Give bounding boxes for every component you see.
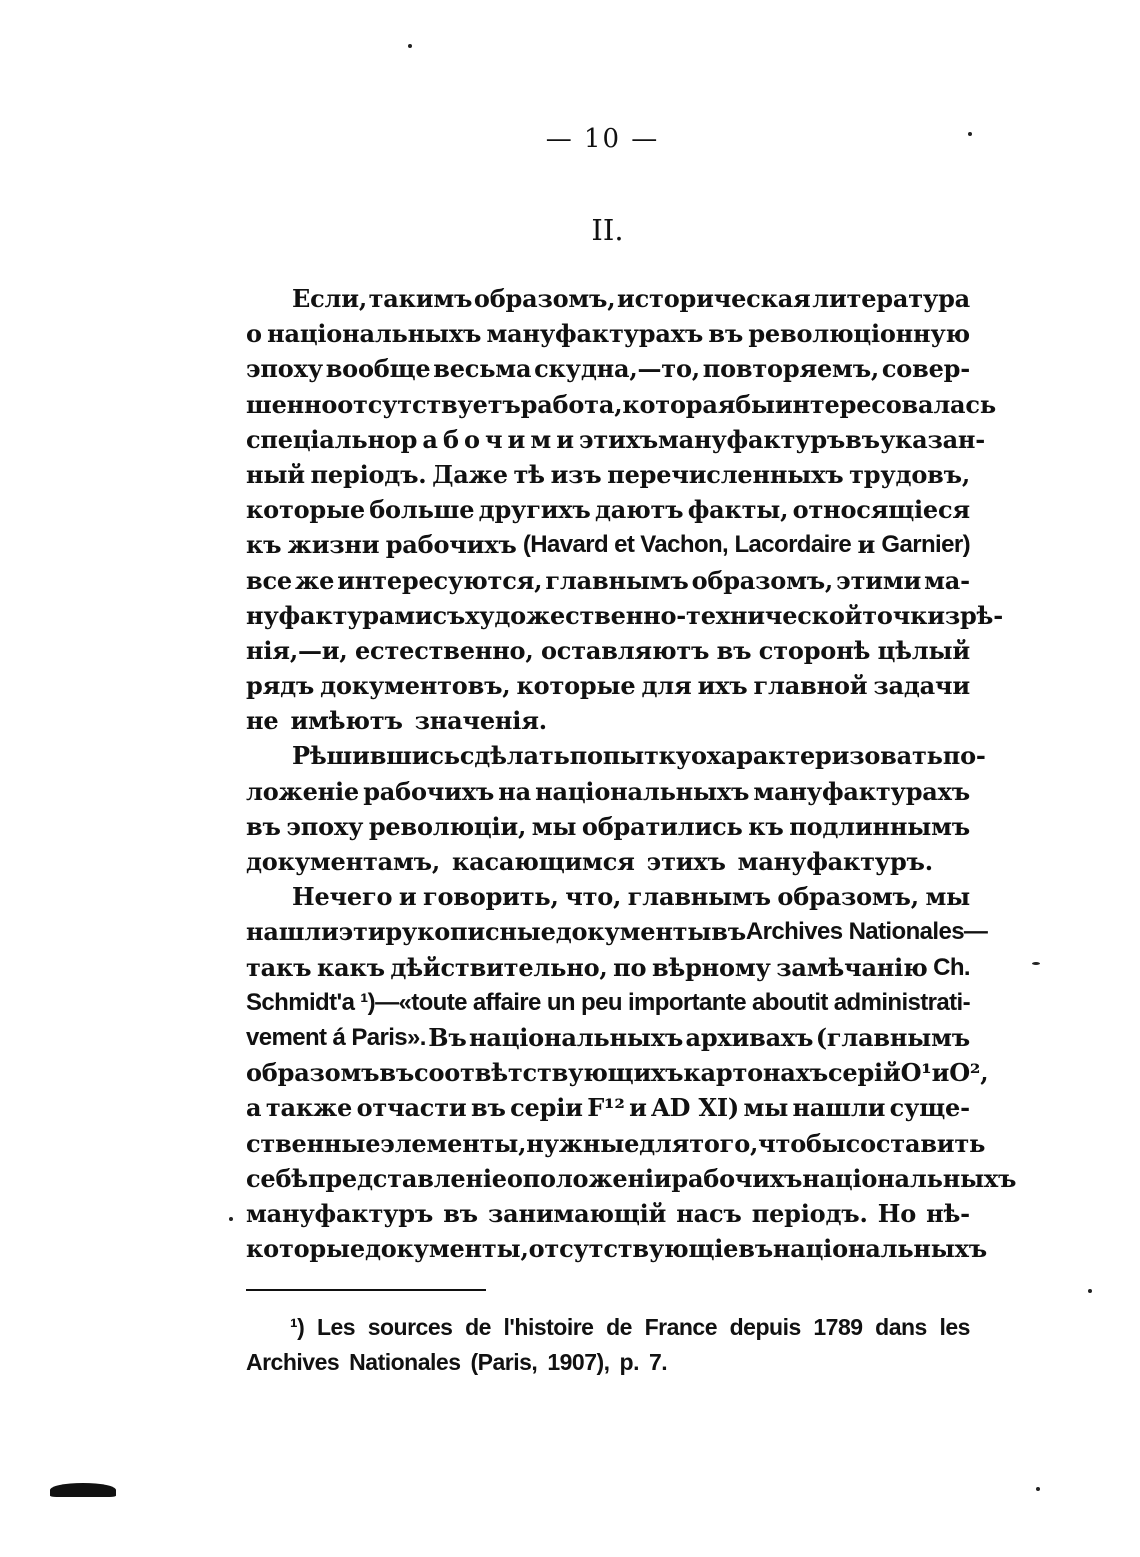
- word: интересовалась: [774, 389, 996, 419]
- word: факты,: [687, 495, 789, 525]
- word: мануфактуръ: [658, 424, 846, 454]
- text-line: [246, 563, 970, 598]
- word: элементы,: [380, 1128, 527, 1158]
- word: а: [246, 1093, 262, 1123]
- word: о: [246, 319, 262, 349]
- word: естественно,: [354, 635, 534, 665]
- text-line: [246, 914, 988, 949]
- word: положеніи: [522, 1163, 672, 1193]
- latin-quote: vement á Paris».: [246, 1023, 426, 1051]
- word: мы: [743, 1093, 789, 1123]
- word: главнымъ: [627, 882, 771, 912]
- text-line: [246, 527, 970, 562]
- word: въ: [711, 917, 746, 947]
- word: рабочихъ: [671, 1163, 803, 1193]
- word: эпоху: [246, 354, 323, 384]
- word: представленіе: [307, 1163, 507, 1193]
- word: dans: [875, 1314, 927, 1340]
- word: же: [295, 565, 335, 595]
- word: архивахъ: [685, 1022, 814, 1052]
- word: что,: [565, 882, 622, 912]
- word: попытку: [569, 741, 691, 771]
- word: касающимся: [452, 847, 635, 876]
- main-text: [246, 281, 1017, 1266]
- word: мануфактуръ.: [737, 847, 933, 876]
- word: также: [265, 1093, 353, 1123]
- word: все: [246, 565, 292, 595]
- word: себѣ: [246, 1163, 308, 1193]
- word: нія,—и,: [246, 635, 348, 665]
- word: нашли: [792, 1093, 886, 1123]
- word: и: [629, 1093, 647, 1123]
- word: обратились: [581, 811, 743, 841]
- word: Даже: [432, 459, 508, 489]
- scan-speck: [1088, 1289, 1092, 1293]
- ink-blot: [50, 1483, 116, 1497]
- word: трудовъ,: [849, 459, 970, 489]
- word: совер-: [881, 354, 970, 384]
- word: (Paris,: [470, 1349, 538, 1375]
- word: революціонную: [748, 319, 970, 349]
- footnote-line: [246, 1310, 970, 1345]
- word: скудна,—то,: [534, 354, 700, 384]
- word: періодъ.: [310, 459, 427, 489]
- word: соотвѣтствующихъ: [414, 1058, 684, 1088]
- word: 1907),: [547, 1349, 610, 1375]
- text-line: [246, 950, 970, 985]
- word: образомъ,: [777, 882, 919, 912]
- word: тѣ: [513, 459, 545, 489]
- text-line: [246, 774, 970, 809]
- word: отсутствуетъ: [337, 389, 521, 419]
- word: перечисленныхъ: [607, 459, 844, 489]
- word: 7.: [649, 1349, 668, 1375]
- word: рукописные: [385, 917, 556, 947]
- text-line: [246, 387, 996, 422]
- word: мануфактуръ: [246, 1198, 434, 1228]
- word: національныхъ: [772, 1234, 987, 1264]
- word: которые: [246, 1234, 365, 1264]
- word: историческая: [617, 284, 811, 313]
- word: говорить,: [422, 882, 559, 912]
- text-line: [246, 1020, 970, 1055]
- footnote-line: [246, 1345, 970, 1380]
- word: France: [644, 1314, 717, 1340]
- word: отсутствующіе: [528, 1234, 739, 1264]
- word: рядъ: [246, 671, 315, 701]
- word: мануфактурахъ: [486, 319, 704, 349]
- emphasized-word: рабочими: [400, 424, 580, 454]
- word: сторонѣ: [758, 635, 871, 665]
- text-line: [246, 1196, 970, 1231]
- word: нашли: [246, 917, 339, 947]
- word: больше: [369, 495, 475, 525]
- word: шенно: [246, 389, 338, 419]
- latin-phrase: administrati-: [833, 988, 970, 1016]
- word: 1789: [813, 1314, 863, 1340]
- word: которые: [516, 671, 636, 701]
- word: этими: [836, 565, 922, 595]
- word: нужные: [526, 1128, 640, 1158]
- word: рабочихъ: [385, 530, 517, 560]
- word: ма-: [924, 565, 970, 595]
- word: къ: [246, 530, 282, 560]
- word: Les: [316, 1314, 356, 1340]
- word: жизни: [287, 530, 380, 560]
- word: на: [498, 776, 531, 806]
- word: указан-: [879, 424, 986, 454]
- word: въ: [716, 635, 752, 665]
- word: рабочихъ: [363, 776, 495, 806]
- word: sources: [367, 1314, 453, 1340]
- word: эпоху: [286, 811, 364, 841]
- word: чтобы: [758, 1128, 846, 1158]
- word: ихъ: [697, 671, 748, 701]
- text-line: [246, 1231, 987, 1266]
- word: съ: [432, 600, 466, 630]
- word: de: [465, 1314, 491, 1340]
- word: того,: [689, 1128, 759, 1158]
- word: серіи: [510, 1093, 583, 1123]
- word: Если,: [292, 284, 367, 313]
- text-line: [246, 1055, 989, 1090]
- text-line: [246, 1090, 970, 1125]
- word: depuis: [729, 1314, 801, 1340]
- word: составить: [845, 1128, 986, 1158]
- word: нѣ-: [926, 1198, 970, 1228]
- text-line: [246, 633, 970, 668]
- word: AD XI): [651, 1093, 740, 1123]
- word: въ: [738, 1234, 773, 1264]
- word: документамъ,: [246, 847, 441, 876]
- word: Но: [877, 1198, 917, 1228]
- text-line: [246, 844, 970, 879]
- word: главной: [753, 671, 868, 701]
- word: для: [641, 671, 692, 701]
- latin-phrase: (Havard et Vachon,: [522, 531, 729, 559]
- footnote-marker: ¹): [290, 1314, 305, 1340]
- word: весьма: [433, 354, 532, 384]
- word: въ: [246, 811, 281, 841]
- word: мануфактурахъ: [753, 776, 970, 806]
- text-line: [246, 281, 970, 316]
- word: l'histoire: [503, 1314, 594, 1340]
- scan-speck: [1032, 962, 1040, 965]
- word: образомъ,: [691, 565, 834, 595]
- word: de: [606, 1314, 632, 1340]
- word: этихъ: [646, 847, 726, 876]
- word: F¹²: [587, 1093, 625, 1123]
- word: вѣрному: [651, 952, 771, 982]
- word: бы: [735, 389, 775, 419]
- word: изъ: [550, 459, 602, 489]
- word: зрѣ-: [944, 600, 1003, 630]
- word: O²,: [949, 1058, 989, 1088]
- word: дѣйствительно,: [390, 952, 608, 982]
- word: (главнымъ: [815, 1022, 970, 1052]
- word: національныхъ: [535, 776, 750, 806]
- word: мы: [925, 882, 970, 912]
- text-line: [246, 809, 970, 844]
- word: суще-: [889, 1093, 970, 1123]
- word: подлиннымъ: [789, 811, 970, 841]
- text-line: [246, 492, 970, 527]
- word: цѣлый: [877, 635, 970, 665]
- latin-phrase: Archives Nationales—: [745, 918, 988, 946]
- word: революціи,: [368, 811, 527, 841]
- footnote: [246, 1310, 970, 1380]
- word: національныхъ: [469, 1022, 684, 1052]
- scan-speck: [408, 44, 412, 48]
- word: и: [398, 882, 417, 912]
- word: спеціально: [246, 424, 401, 454]
- text-line: [246, 879, 970, 914]
- word: этихъ: [579, 424, 659, 454]
- word: по-: [942, 741, 986, 771]
- word: серій: [827, 1058, 901, 1088]
- word: Нечего: [292, 882, 393, 912]
- word: значенія.: [414, 706, 547, 736]
- word: другихъ: [478, 495, 591, 525]
- text-line: [246, 351, 970, 386]
- word: для: [639, 1128, 690, 1158]
- word: которые: [246, 495, 365, 525]
- word: интересуются,: [337, 565, 543, 595]
- scan-speck: [1036, 1487, 1040, 1491]
- word: эти: [338, 917, 386, 947]
- word: въ: [470, 1093, 506, 1123]
- word: отчасти: [356, 1093, 467, 1123]
- word: насъ: [676, 1198, 742, 1228]
- word: не: [246, 706, 279, 736]
- word: Nationales: [349, 1349, 461, 1375]
- word: въ: [845, 424, 880, 454]
- word: какъ: [316, 952, 385, 982]
- text-line: [246, 1161, 1017, 1196]
- word: занимающій: [488, 1198, 667, 1228]
- word: сдѣлать: [459, 741, 570, 771]
- word: художественно-технической: [465, 600, 863, 630]
- text-line: [246, 703, 970, 738]
- word: les: [939, 1314, 970, 1340]
- word: документовъ,: [320, 671, 511, 701]
- word: вообще: [325, 354, 431, 384]
- word: ложеніе: [246, 776, 359, 806]
- word: въ: [708, 319, 744, 349]
- word: картонахъ: [683, 1058, 828, 1088]
- text-line: [246, 598, 1003, 633]
- word: работа,: [520, 389, 623, 419]
- text-line: [246, 738, 986, 773]
- word: къ: [748, 811, 784, 841]
- word: ный: [246, 459, 305, 489]
- word: образомъ: [246, 1058, 380, 1088]
- latin-phrase: Ch.: [933, 953, 970, 981]
- word: литература: [812, 284, 970, 313]
- word: въ: [443, 1198, 478, 1228]
- word: мы: [531, 811, 577, 841]
- word: повторяемъ,: [702, 354, 880, 384]
- word: нуфактурами: [246, 600, 433, 630]
- latin-phrase: Garnier): [881, 531, 970, 559]
- text-line: [246, 1126, 986, 1161]
- latin-phrase: Lacordaire: [734, 531, 852, 559]
- word: O¹: [900, 1058, 932, 1088]
- latin-phrase: Schmidt'a: [246, 988, 355, 1016]
- word: періодъ.: [751, 1198, 868, 1228]
- text-line: [246, 316, 970, 351]
- word: p.: [619, 1349, 639, 1375]
- page-number: — 10 —: [545, 124, 660, 154]
- word: Рѣшившись: [292, 741, 460, 771]
- word: и: [857, 530, 876, 560]
- text-line: [246, 985, 970, 1020]
- word: главнымъ: [545, 565, 689, 595]
- word: охарактеризовать: [690, 741, 943, 771]
- word: точки: [862, 600, 945, 630]
- word: оставляютъ: [540, 635, 710, 665]
- word: даютъ: [594, 495, 684, 525]
- word: документы: [555, 917, 712, 947]
- word: ственные: [246, 1128, 381, 1158]
- word: имѣютъ: [290, 706, 403, 736]
- word: такъ: [246, 952, 312, 982]
- scan-speck: [968, 132, 972, 136]
- word: по: [613, 952, 647, 982]
- word: національныхъ: [267, 319, 482, 349]
- scan-speck: [229, 1217, 233, 1221]
- word: которая: [622, 389, 736, 419]
- word: о: [506, 1163, 523, 1193]
- word: Въ: [428, 1022, 467, 1052]
- word: замѣчанію: [776, 952, 928, 982]
- word: задачи: [873, 671, 970, 701]
- word: національныхъ: [802, 1163, 1017, 1193]
- word: относящіеся: [792, 495, 970, 525]
- text-line: [246, 422, 986, 457]
- word: и: [931, 1058, 950, 1088]
- text-line: [246, 668, 970, 703]
- word: образомъ,: [473, 284, 616, 313]
- text-line: [246, 457, 970, 492]
- latin-quote: ¹)—«toute affaire un peu importante aboutit: [360, 988, 828, 1016]
- footnote-divider: [246, 1289, 486, 1291]
- word: Archives: [246, 1349, 340, 1375]
- word: такимъ: [368, 284, 473, 313]
- word: въ: [379, 1058, 415, 1088]
- section-heading: II.: [591, 213, 624, 247]
- word: документы,: [364, 1234, 529, 1264]
